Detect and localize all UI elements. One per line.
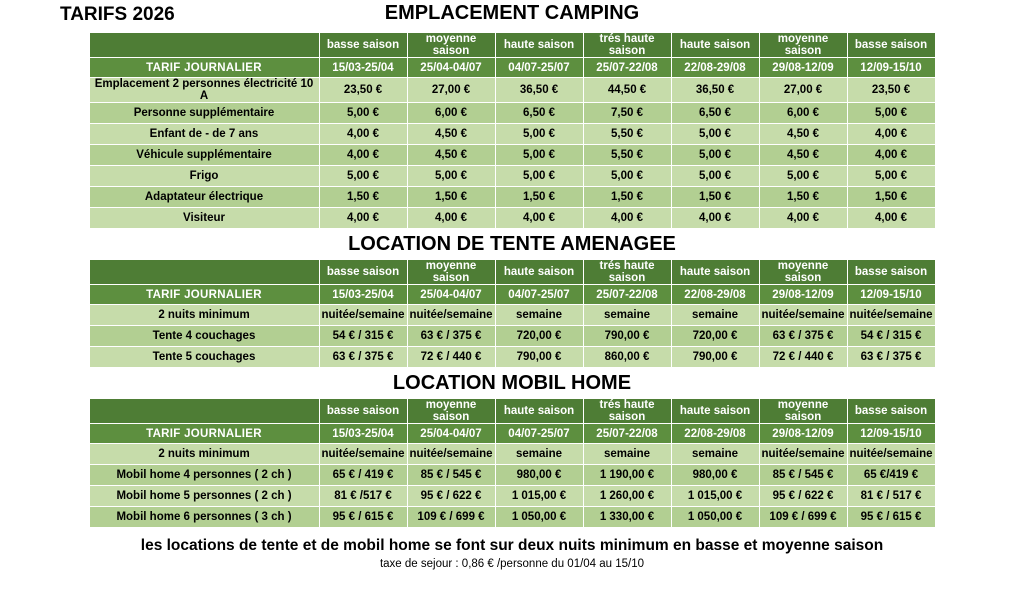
- date-range: 04/07-25/07: [495, 424, 583, 444]
- price-cell: 1,50 €: [759, 187, 847, 208]
- price-cell: 1 190,00 €: [583, 465, 671, 486]
- row-label: Visiteur: [89, 208, 319, 229]
- date-range: 12/09-15/10: [847, 58, 935, 78]
- price-cell: 4,00 €: [847, 145, 935, 166]
- season-header: basse saison: [319, 33, 407, 58]
- daily-rate-label: TARIF JOURNALIER: [89, 58, 319, 78]
- price-cell: nuitée/semaine: [407, 444, 495, 465]
- price-cell: 1 015,00 €: [671, 486, 759, 507]
- date-range: 25/04-04/07: [407, 285, 495, 305]
- price-cell: 4,00 €: [407, 208, 495, 229]
- price-cell: nuitée/semaine: [759, 444, 847, 465]
- table-row: [89, 103, 935, 124]
- date-range: 04/07-25/07: [495, 58, 583, 78]
- table-row: [89, 187, 935, 208]
- season-header: haute saison: [671, 260, 759, 285]
- date-range: 29/08-12/09: [759, 285, 847, 305]
- date-range: 29/08-12/09: [759, 424, 847, 444]
- price-cell: 27,00 €: [407, 78, 495, 103]
- table-row: [89, 78, 935, 103]
- price-cell: 1 330,00 €: [583, 507, 671, 528]
- price-cell: 5,00 €: [671, 166, 759, 187]
- price-cell: nuitée/semaine: [759, 305, 847, 326]
- date-range: 15/03-25/04: [319, 58, 407, 78]
- date-range: 04/07-25/07: [495, 285, 583, 305]
- price-cell: 85 € / 545 €: [759, 465, 847, 486]
- price-cell: 980,00 €: [671, 465, 759, 486]
- row-label: 2 nuits minimum: [89, 444, 319, 465]
- price-cell: 4,00 €: [583, 208, 671, 229]
- table-row: [89, 208, 935, 229]
- price-cell: 5,00 €: [583, 166, 671, 187]
- price-cell: 720,00 €: [495, 326, 583, 347]
- price-cell: 4,50 €: [407, 145, 495, 166]
- date-range: 29/08-12/09: [759, 58, 847, 78]
- row-label: 2 nuits minimum: [89, 305, 319, 326]
- corner-cell: [89, 399, 319, 424]
- row-label: Frigo: [89, 166, 319, 187]
- price-cell: 23,50 €: [847, 78, 935, 103]
- price-cell: 1,50 €: [583, 187, 671, 208]
- price-cell: 95 € / 622 €: [759, 486, 847, 507]
- date-range: 15/03-25/04: [319, 424, 407, 444]
- price-cell: 1,50 €: [495, 187, 583, 208]
- date-range: 25/04-04/07: [407, 58, 495, 78]
- price-cell: 4,50 €: [759, 145, 847, 166]
- price-cell: 5,00 €: [847, 166, 935, 187]
- price-cell: 790,00 €: [671, 347, 759, 368]
- price-cell: 5,00 €: [407, 166, 495, 187]
- price-cell: 63 € / 375 €: [407, 326, 495, 347]
- price-cell: 5,00 €: [671, 124, 759, 145]
- date-range: 25/07-22/08: [583, 58, 671, 78]
- season-header: trés haute saison: [583, 260, 671, 285]
- price-cell: 4,00 €: [319, 145, 407, 166]
- season-header: basse saison: [319, 399, 407, 424]
- price-cell: 1,50 €: [319, 187, 407, 208]
- season-header: moyenne saison: [759, 260, 847, 285]
- price-cell: 5,00 €: [319, 103, 407, 124]
- price-cell: semaine: [671, 305, 759, 326]
- price-cell: 5,00 €: [847, 103, 935, 124]
- date-range: 25/04-04/07: [407, 424, 495, 444]
- price-cell: 27,00 €: [759, 78, 847, 103]
- season-header: haute saison: [495, 33, 583, 58]
- price-cell: 85 € / 545 €: [407, 465, 495, 486]
- section-1-title-block: [0, 0, 1024, 32]
- footnote-tourist-tax: taxe de sejour : 0,86 € /personne du 01/04 au 15/10: [379, 558, 645, 570]
- price-cell: 790,00 €: [495, 347, 583, 368]
- price-cell: 7,50 €: [583, 103, 671, 124]
- price-cell: 1 050,00 €: [495, 507, 583, 528]
- price-cell: 4,00 €: [319, 124, 407, 145]
- daily-rate-label: TARIF JOURNALIER: [89, 285, 319, 305]
- price-cell: 860,00 €: [583, 347, 671, 368]
- row-label: Tente 4 couchages: [89, 326, 319, 347]
- price-cell: 5,50 €: [583, 124, 671, 145]
- section-1-title: EMPLACEMENT CAMPING: [384, 2, 640, 24]
- table-row: [89, 507, 935, 528]
- season-header: basse saison: [847, 260, 935, 285]
- table-dates-row: [89, 58, 935, 78]
- date-range: 15/03-25/04: [319, 285, 407, 305]
- table-row: [89, 465, 935, 486]
- price-cell: 5,00 €: [319, 166, 407, 187]
- price-cell: 1,50 €: [847, 187, 935, 208]
- price-cell: 1,50 €: [671, 187, 759, 208]
- season-header: trés haute saison: [583, 399, 671, 424]
- price-cell: nuitée/semaine: [847, 444, 935, 465]
- footnote-minimum-nights: les locations de tente et de mobil home se font sur deux nuits minimum en basse et moyenne saison: [140, 537, 884, 554]
- section-2-title: LOCATION DE TENTE AMENAGEE: [348, 233, 676, 255]
- price-cell: 6,50 €: [671, 103, 759, 124]
- season-header: moyenne saison: [759, 33, 847, 58]
- price-cell: nuitée/semaine: [407, 305, 495, 326]
- table-row: [89, 166, 935, 187]
- price-cell: 95 € / 622 €: [407, 486, 495, 507]
- price-cell: 81 € / 517 €: [847, 486, 935, 507]
- price-cell: 63 € / 375 €: [847, 347, 935, 368]
- price-cell: 5,00 €: [495, 145, 583, 166]
- price-cell: 54 € / 315 €: [847, 326, 935, 347]
- row-label: Tente 5 couchages: [89, 347, 319, 368]
- price-cell: semaine: [583, 444, 671, 465]
- price-cell: 4,00 €: [319, 208, 407, 229]
- season-header: haute saison: [495, 399, 583, 424]
- price-cell: 6,50 €: [495, 103, 583, 124]
- row-label: Mobil home 5 personnes ( 2 ch ): [89, 486, 319, 507]
- price-cell: semaine: [583, 305, 671, 326]
- price-cell: 5,50 €: [583, 145, 671, 166]
- daily-rate-label: TARIF JOURNALIER: [89, 424, 319, 444]
- row-label: Emplacement 2 personnes électricité 10 A: [89, 78, 319, 103]
- table-header-row: [89, 33, 935, 58]
- tent-rental-price-table: [89, 259, 936, 368]
- price-cell: 5,00 €: [671, 145, 759, 166]
- price-cell: 4,00 €: [495, 208, 583, 229]
- row-label: Personne supplémentaire: [89, 103, 319, 124]
- table-dates-row: [89, 285, 935, 305]
- table-dates-row: [89, 424, 935, 444]
- date-range: 12/09-15/10: [847, 424, 935, 444]
- price-cell: nuitée/semaine: [319, 444, 407, 465]
- season-header: basse saison: [847, 399, 935, 424]
- season-header: haute saison: [671, 399, 759, 424]
- price-cell: 4,00 €: [847, 124, 935, 145]
- date-range: 22/08-29/08: [671, 285, 759, 305]
- table-header-row: [89, 260, 935, 285]
- price-cell: 5,00 €: [495, 166, 583, 187]
- date-range: 12/09-15/10: [847, 285, 935, 305]
- price-cell: 5,00 €: [495, 124, 583, 145]
- date-range: 22/08-29/08: [671, 424, 759, 444]
- table-row: [89, 326, 935, 347]
- price-cell: 44,50 €: [583, 78, 671, 103]
- price-cell: 36,50 €: [671, 78, 759, 103]
- price-cell: 4,00 €: [671, 208, 759, 229]
- season-header: moyenne saison: [407, 260, 495, 285]
- price-cell: 109 € / 699 €: [407, 507, 495, 528]
- season-header: moyenne saison: [407, 399, 495, 424]
- season-header: trés haute saison: [583, 33, 671, 58]
- price-cell: 95 € / 615 €: [319, 507, 407, 528]
- price-cell: nuitée/semaine: [319, 305, 407, 326]
- date-range: 25/07-22/08: [583, 285, 671, 305]
- price-cell: semaine: [495, 305, 583, 326]
- price-cell: 4,50 €: [407, 124, 495, 145]
- price-cell: 6,00 €: [759, 103, 847, 124]
- price-cell: 720,00 €: [671, 326, 759, 347]
- price-cell: 4,00 €: [759, 208, 847, 229]
- price-cell: 63 € / 375 €: [319, 347, 407, 368]
- price-cell: 54 € / 315 €: [319, 326, 407, 347]
- price-cell: nuitée/semaine: [847, 305, 935, 326]
- price-cell: 4,50 €: [759, 124, 847, 145]
- table-row: [89, 347, 935, 368]
- price-cell: 1 260,00 €: [583, 486, 671, 507]
- price-cell: semaine: [495, 444, 583, 465]
- table-header-row: [89, 399, 935, 424]
- table-row: [89, 124, 935, 145]
- season-header: basse saison: [847, 33, 935, 58]
- price-cell: 23,50 €: [319, 78, 407, 103]
- price-cell: 36,50 €: [495, 78, 583, 103]
- tarif-year: TARIFS 2026: [60, 4, 175, 25]
- price-cell: 1 050,00 €: [671, 507, 759, 528]
- price-cell: 63 € / 375 €: [759, 326, 847, 347]
- price-cell: 1,50 €: [407, 187, 495, 208]
- price-cell: 95 € / 615 €: [847, 507, 935, 528]
- date-range: 25/07-22/08: [583, 424, 671, 444]
- table-row: [89, 486, 935, 507]
- price-cell: 790,00 €: [583, 326, 671, 347]
- price-cell: 5,00 €: [759, 166, 847, 187]
- row-label: Véhicule supplémentaire: [89, 145, 319, 166]
- price-cell: 65 € / 419 €: [319, 465, 407, 486]
- price-cell: 72 € / 440 €: [759, 347, 847, 368]
- price-cell: 1 015,00 €: [495, 486, 583, 507]
- price-cell: semaine: [671, 444, 759, 465]
- season-header: haute saison: [495, 260, 583, 285]
- mobil-home-price-table: [89, 398, 936, 528]
- row-label: Adaptateur électrique: [89, 187, 319, 208]
- corner-cell: [89, 260, 319, 285]
- season-header: moyenne saison: [407, 33, 495, 58]
- camping-price-table: [89, 32, 936, 229]
- price-cell: 109 € / 699 €: [759, 507, 847, 528]
- price-cell: 4,00 €: [847, 208, 935, 229]
- table-row: [89, 305, 935, 326]
- price-cell: 6,00 €: [407, 103, 495, 124]
- row-label: Mobil home 6 personnes ( 3 ch ): [89, 507, 319, 528]
- price-cell: 65 €/419 €: [847, 465, 935, 486]
- corner-cell: [89, 33, 319, 58]
- season-header: moyenne saison: [759, 399, 847, 424]
- season-header: haute saison: [671, 33, 759, 58]
- price-cell: 980,00 €: [495, 465, 583, 486]
- season-header: basse saison: [319, 260, 407, 285]
- table-row: [89, 145, 935, 166]
- row-label: Mobil home 4 personnes ( 2 ch ): [89, 465, 319, 486]
- price-cell: 72 € / 440 €: [407, 347, 495, 368]
- date-range: 22/08-29/08: [671, 58, 759, 78]
- section-3-title: LOCATION MOBIL HOME: [392, 372, 632, 394]
- table-row: [89, 444, 935, 465]
- price-cell: 81 € /517 €: [319, 486, 407, 507]
- row-label: Enfant de - de 7 ans: [89, 124, 319, 145]
